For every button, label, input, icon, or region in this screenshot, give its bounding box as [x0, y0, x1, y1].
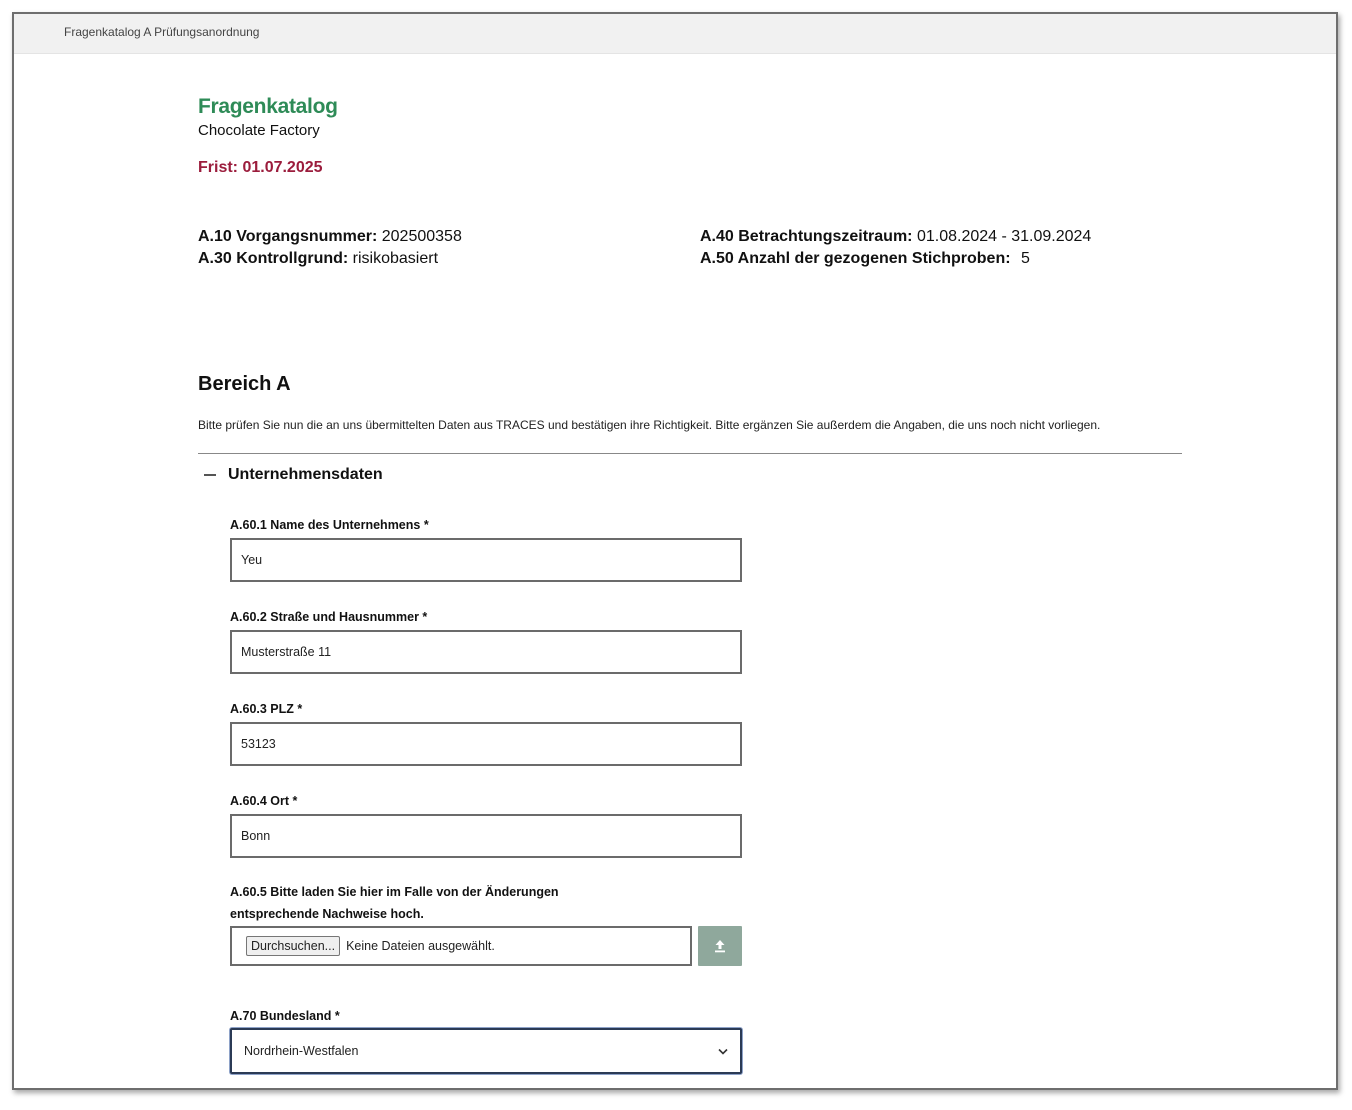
plz-input[interactable]	[230, 722, 742, 766]
file-status: Keine Dateien ausgewählt.	[346, 939, 495, 953]
divider	[198, 453, 1182, 454]
page-title: Fragenkatalog	[198, 95, 338, 118]
company-name-input[interactable]	[230, 538, 742, 582]
bundesland-select[interactable]	[230, 1028, 742, 1074]
label-street: A.60.2 Straße und Hausnummer *	[230, 610, 428, 624]
section-description: Bitte prüfen Sie nun die an uns übermittelten Daten aus TRACES und bestätigen ihre Richtigkeit. Bitte ergänzen Sie außerdem die Angaben, die uns noch nicht vorliegen.	[198, 418, 1101, 432]
meta-vorgangsnummer	[198, 228, 462, 246]
section-title: Bereich A	[198, 373, 291, 395]
label-upload	[230, 881, 559, 925]
meta-stichproben	[700, 250, 1030, 268]
street-input[interactable]	[230, 630, 742, 674]
browse-button[interactable]: Durchsuchen...	[246, 936, 340, 956]
meta-label: A.40 Betrachtungszeitraum:	[700, 228, 913, 245]
deadline-label: Frist: 01.07.2025	[198, 159, 323, 176]
label-company-name: A.60.1 Name des Unternehmens *	[230, 518, 429, 532]
label-upload-line2: entsprechende Nachweise hoch.	[230, 907, 424, 921]
meta-value: 202500358	[381, 228, 462, 245]
meta-label: A.10 Vorgangsnummer:	[198, 228, 378, 245]
ort-input[interactable]	[230, 814, 742, 858]
file-input[interactable]	[230, 926, 692, 966]
group-header-unternehmensdaten[interactable]	[204, 466, 383, 484]
app-window	[12, 12, 1338, 1090]
collapse-minus-icon[interactable]	[204, 474, 216, 476]
chevron-down-icon	[718, 1048, 728, 1055]
bundesland-value: Nordrhein-Westfalen	[244, 1044, 359, 1058]
meta-value: 01.08.2024 - 31.09.2024	[916, 228, 1092, 245]
upload-button[interactable]	[698, 926, 742, 966]
group-title: Unternehmensdaten	[228, 466, 383, 483]
meta-kontrollgrund	[198, 250, 438, 268]
label-upload-line1: A.60.5 Bitte laden Sie hier im Falle von der Änderungen	[230, 885, 559, 899]
upload-icon	[712, 938, 728, 954]
label-bundesland: A.70 Bundesland *	[230, 1009, 340, 1023]
meta-betrachtungszeitraum	[700, 228, 1091, 246]
meta-value: risikobasiert	[352, 250, 439, 267]
meta-label: A.30 Kontrollgrund:	[198, 250, 349, 267]
label-ort: A.60.4 Ort *	[230, 794, 298, 808]
company-name: Chocolate Factory	[198, 122, 320, 139]
meta-value: 5	[1021, 250, 1030, 267]
breadcrumb-text[interactable]: Fragenkatalog A Prüfungsanordnung	[64, 25, 260, 39]
label-plz: A.60.3 PLZ *	[230, 702, 303, 716]
meta-label: A.50 Anzahl der gezogenen Stichproben:	[700, 250, 1011, 267]
breadcrumb	[14, 14, 1336, 54]
